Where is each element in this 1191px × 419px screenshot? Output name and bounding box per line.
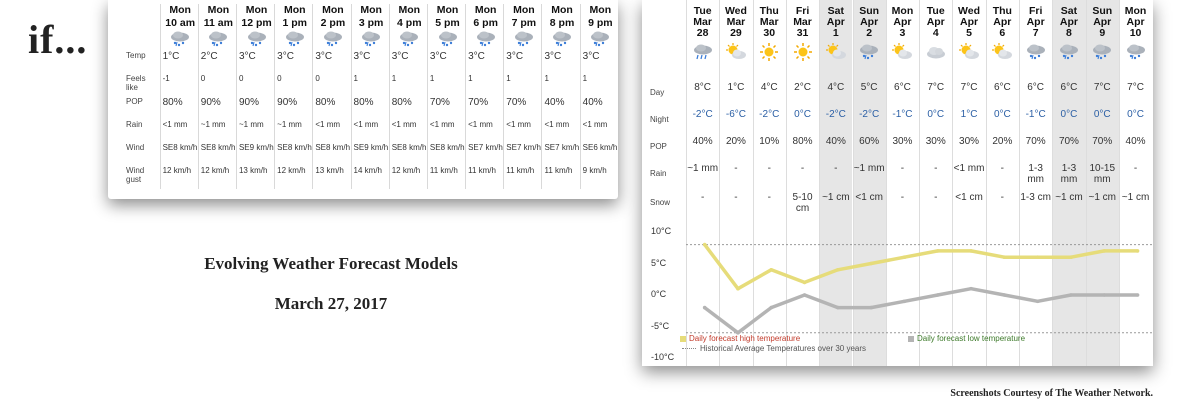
day-header-dow: Tue	[693, 5, 712, 17]
forecast-pop-value: 80%	[792, 136, 813, 147]
hourly-temp-cell: 1°C	[160, 51, 198, 74]
hourly-pop-cell: 70%	[427, 97, 465, 120]
forecast-snow-value: -	[1000, 192, 1004, 203]
legend-historical	[682, 344, 866, 353]
forecast-snow-value: 5-10 cm	[792, 192, 813, 214]
hourly-time-header	[580, 4, 618, 30]
day-header-dow: Wed	[724, 5, 747, 17]
high-temperature-point	[836, 268, 840, 272]
forecast-snow-value: <1 cm	[955, 192, 983, 203]
day-header-date: 6	[999, 27, 1006, 39]
hourly-feels-cell: 1	[351, 74, 389, 97]
row-label-day: Day	[650, 88, 665, 97]
row-label-temp: Temp	[126, 51, 146, 60]
high-temperature-point	[769, 268, 773, 272]
hour-day: Mon	[474, 4, 497, 16]
hour-day: Mon	[398, 4, 421, 16]
day-header-dow: Sun	[1092, 5, 1113, 17]
forecast-night-value: 0°C	[794, 109, 811, 120]
low-temperature-point	[936, 293, 940, 297]
forecast-day-value: 6°C	[1060, 82, 1078, 93]
hourly-time-header	[236, 4, 274, 30]
hour-day: Mon	[436, 4, 459, 16]
hourly-wind-cell: SE8 km/h	[427, 143, 465, 166]
day-header-date: 30	[763, 27, 776, 39]
slide-heading: if...	[28, 17, 88, 62]
forecast-pop-value: 30%	[892, 136, 913, 147]
snow-cloud-icon	[389, 30, 427, 51]
hour-time: 1 pm	[282, 17, 307, 29]
forecast-rain-value: -	[834, 163, 838, 174]
forecast-rain-value: -	[767, 163, 771, 174]
low-temperature-point	[1036, 300, 1040, 304]
forecast-snow-value: ~1 cm	[822, 192, 850, 203]
hourly-feels-cell: 1	[580, 74, 618, 97]
high-temperature-point	[803, 281, 807, 285]
forecast-day-value: 8°C	[694, 82, 712, 93]
hour-day: Mon	[360, 4, 382, 16]
hourly-pop-cell: 90%	[236, 97, 274, 120]
snow-cloud-icon	[504, 30, 542, 51]
low-temperature-point	[1003, 293, 1007, 297]
day-header-date: 9	[1099, 27, 1106, 39]
forecast-pop-value: 70%	[1025, 136, 1046, 147]
row-label-night: Night	[650, 115, 669, 124]
day-header-date: 29	[730, 27, 742, 39]
day-header-date: 8	[1066, 27, 1072, 39]
snow-cloud-icon	[236, 30, 274, 51]
forecast-rain-value: 10-15 mm	[1089, 163, 1116, 185]
legend-historical-text: Historical Average Temperatures over 30 years	[700, 344, 867, 353]
row-label-rain: Rain	[650, 169, 667, 178]
forecast-day-value: 6°C	[894, 82, 911, 93]
hourly-wind-cell: SE9 km/h	[236, 143, 274, 166]
day-header-dow: Sat	[1060, 5, 1078, 17]
forecast-rain-value: -	[800, 163, 805, 174]
snow-cloud-icon	[275, 30, 313, 51]
forecast-pop-value: 10%	[759, 136, 780, 147]
legend-high-text: Daily forecast high temperature	[689, 334, 801, 343]
hourly-feels-cell: 0	[275, 74, 313, 97]
caption-date: March 27, 2017	[274, 294, 388, 313]
hour-time: 6 pm	[473, 17, 498, 29]
hourly-pop-cell: 40%	[580, 97, 618, 120]
hourly-rain-cell: <1 mm	[466, 120, 504, 143]
snow-cloud-icon	[466, 30, 504, 51]
hourly-wind-cell: SE8 km/h	[389, 143, 427, 166]
day-header-dow: Mon	[1124, 5, 1147, 17]
caption-title: Evolving Weather Forecast Models	[204, 254, 458, 273]
forecast-snow-value: -	[934, 192, 938, 203]
hour-day: Mon	[245, 4, 268, 16]
forecast-day-value: 6°C	[1027, 82, 1045, 93]
hourly-rain-cell: <1 mm	[389, 120, 427, 143]
high-temperature-point	[936, 249, 940, 253]
day-header-mon: Apr	[1093, 16, 1112, 28]
forecast-night-value: 0°C	[993, 109, 1011, 120]
hour-time: 10 am	[165, 17, 196, 29]
forecast-day-value: 7°C	[1093, 82, 1111, 93]
low-temperature-point	[769, 306, 773, 310]
legend-high-swatch	[680, 336, 686, 342]
hourly-table	[114, 4, 618, 189]
day-header-dow: Thu	[992, 5, 1012, 17]
forecast-day-value: 1°C	[727, 82, 745, 93]
hourly-temp-cell: 2°C	[198, 51, 236, 74]
hourly-gust-cell: 13 km/h	[236, 166, 274, 189]
day-header-mon: Apr	[993, 16, 1012, 28]
hourly-pop-cell: 80%	[351, 97, 389, 120]
hourly-time-header	[275, 4, 313, 30]
hourly-time-header	[389, 4, 427, 30]
day-header-mon: Apr	[893, 16, 912, 28]
hourly-feels-cell: -1	[160, 74, 198, 97]
hourly-feels-cell: 1	[389, 74, 427, 97]
forecast-snow-value: 1-3 cm	[1020, 192, 1051, 203]
day-header-mon: Mar	[693, 16, 712, 28]
snow-cloud-icon	[160, 30, 198, 51]
day-header-date: 2	[866, 27, 873, 39]
forecast-night-value: 0°C	[1127, 109, 1144, 120]
forecast-rain-value: 1-3 mm	[1027, 163, 1044, 185]
high-temperature-point	[703, 243, 707, 247]
hourly-temp-cell: 3°C	[580, 51, 618, 74]
low-temperature-point	[869, 306, 873, 310]
day-header-dow: Fri	[1028, 5, 1043, 17]
hourly-pop-cell: 80%	[389, 97, 427, 120]
forecast-rain-value: -	[734, 163, 738, 174]
forecast-night-value: -1°C	[1025, 109, 1046, 120]
day-header-dow: Sun	[859, 5, 880, 17]
forecast-snow-value: <1 cm	[855, 192, 883, 203]
forecast-rain-value: -	[1000, 163, 1004, 174]
hourly-wind-cell: SE8 km/h	[275, 143, 313, 166]
forecast-night-value: -2°C	[859, 109, 880, 120]
day-header-date: 28	[696, 27, 709, 39]
high-temperature-point	[903, 255, 907, 259]
day-header-mon: Mar	[726, 16, 746, 28]
hourly-time-header	[427, 4, 465, 30]
hourly-wind-cell: SE7 km/h	[466, 143, 504, 166]
row-label-feels: Feels like	[126, 74, 146, 92]
hour-day: Mon	[169, 4, 191, 16]
day-header-mon: Apr	[926, 16, 945, 28]
row-label-pop: POP	[650, 142, 667, 151]
forecast-rain-value: <1 mm	[953, 163, 985, 174]
forecast-night-value: 1°C	[960, 109, 978, 120]
hourly-feels-cell: 0	[236, 74, 274, 97]
hourly-rain-cell: <1 mm	[160, 120, 198, 143]
row-label-pop: POP	[126, 97, 143, 106]
hourly-feels-cell: 1	[504, 74, 542, 97]
forecast-snow-value: ~1 cm	[1121, 192, 1150, 203]
hourly-time-header	[466, 4, 504, 30]
hourly-feels-cell: 0	[198, 74, 236, 97]
hourly-gust-cell: 11 km/h	[466, 166, 504, 189]
day-header-date: 1	[832, 27, 839, 39]
row-label-snow: Snow	[650, 198, 671, 207]
legend-low-text: Daily forecast low temperature	[917, 334, 1026, 343]
forecast-rain-value: -	[1133, 163, 1138, 174]
temperature-chart	[642, 0, 1153, 366]
hourly-wind-cell: SE8 km/h	[313, 143, 351, 166]
hourly-feels-cell: 1	[427, 74, 465, 97]
day-header-mon: Mar	[793, 16, 812, 28]
forecast-snow-value: -	[767, 192, 771, 203]
low-temperature-point	[703, 306, 707, 310]
hour-day: Mon	[283, 4, 306, 16]
day-header-mon: Apr	[860, 16, 879, 28]
snow-cloud-icon	[542, 30, 580, 51]
day-header-dow: Wed	[958, 5, 981, 17]
day-header-mon: Apr	[826, 16, 845, 28]
hourly-rain-cell: <1 mm	[580, 120, 618, 143]
forecast-snow-value: ~1 cm	[1088, 192, 1116, 203]
hourly-temp-cell: 3°C	[389, 51, 427, 74]
y-tick-label: 10°C	[651, 226, 672, 236]
hourly-gust-cell: 12 km/h	[275, 166, 313, 189]
forecast-night-value: -6°C	[725, 109, 746, 120]
hourly-rain-cell: ~1 mm	[198, 120, 236, 143]
low-temperature-point	[969, 287, 973, 291]
forecast-pop-value: 40%	[1125, 136, 1146, 147]
forecast-pop-value: 60%	[859, 136, 880, 147]
hourly-gust-cell: 12 km/h	[160, 166, 198, 189]
forecast-night-value: 0°C	[927, 109, 945, 120]
hourly-pop-cell: 70%	[504, 97, 542, 120]
screenshot-credit: Screenshots Courtesy of The Weather Network.	[950, 388, 1153, 399]
day-header-mon: Apr	[959, 16, 979, 28]
day-header-date: 5	[966, 27, 972, 39]
hourly-pop-cell: 40%	[542, 97, 580, 120]
hourly-wind-cell: SE7 km/h	[504, 143, 542, 166]
hour-day: Mon	[322, 4, 344, 16]
hourly-pop-cell: 70%	[466, 97, 504, 120]
hourly-gust-cell: 11 km/h	[542, 166, 580, 189]
hourly-temp-cell: 3°C	[313, 51, 351, 74]
hourly-pop-cell: 90%	[275, 97, 313, 120]
day-header-mon: Apr	[1059, 16, 1078, 28]
forecast-night-value: 0°C	[1093, 109, 1111, 120]
hourly-pop-cell: 80%	[313, 97, 351, 120]
forecast-day-value: 6°C	[993, 82, 1011, 93]
hourly-gust-cell: 12 km/h	[198, 166, 236, 189]
hour-time: 11 am	[203, 17, 233, 29]
hourly-gust-cell: 14 km/h	[351, 166, 389, 189]
forecast-night-value: -2°C	[759, 109, 780, 120]
y-tick-label: 0°C	[651, 289, 667, 299]
forecast-night-value: -2°C	[825, 109, 846, 120]
hourly-time-header	[160, 4, 198, 30]
legend-low	[908, 334, 1025, 343]
forecast-pop-value: 30%	[959, 136, 980, 147]
hourly-gust-cell: 9 km/h	[580, 166, 618, 189]
high-temperature-point	[1069, 255, 1073, 259]
forecast-snow-value: -	[900, 192, 905, 203]
legend-historical-swatch	[682, 348, 696, 349]
forecast-snow-value: -	[700, 192, 705, 203]
hourly-icon-row-label	[114, 30, 160, 51]
row-label-rain: Rain	[126, 120, 143, 129]
forecast-day-value: 5°C	[860, 82, 878, 93]
snow-cloud-icon	[427, 30, 465, 51]
hourly-temp-cell: 3°C	[504, 51, 542, 74]
hourly-rain-cell: <1 mm	[313, 120, 351, 143]
hourly-temp-cell: 3°C	[351, 51, 389, 74]
forecast-rain-value: -	[900, 163, 905, 174]
hourly-time-header	[351, 4, 389, 30]
hourly-rain-cell: <1 mm	[504, 120, 542, 143]
hourly-rain-cell: <1 mm	[351, 120, 389, 143]
hourly-wind-cell: SE8 km/h	[160, 143, 198, 166]
high-temperature-point	[736, 287, 740, 291]
forecast-day-value: 2°C	[794, 82, 811, 93]
hour-time: 5 pm	[435, 17, 460, 29]
hourly-time-header	[198, 4, 236, 30]
hour-time: 4 pm	[397, 17, 422, 29]
forecast-pop-value: 20%	[992, 136, 1013, 147]
hourly-gust-cell: 12 km/h	[389, 166, 427, 189]
hourly-feels-cell: 1	[466, 74, 504, 97]
forecast-night-value: -1°C	[892, 109, 913, 120]
hourly-wind-cell: SE7 km/h	[542, 143, 580, 166]
low-temperature-point	[1136, 293, 1140, 297]
hourly-wind-cell: SE8 km/h	[198, 143, 236, 166]
forecast-rain-value: -	[934, 163, 938, 174]
forecast-pop-value: 70%	[1092, 136, 1113, 147]
forecast-snow-value: -	[734, 192, 738, 203]
forecast-night-value: 0°C	[1060, 109, 1078, 120]
low-temperature-point	[1069, 293, 1073, 297]
hourly-time-header	[313, 4, 351, 30]
hourly-wind-cell: SE6 km/h	[580, 143, 618, 166]
hourly-pop-cell: 80%	[160, 97, 198, 120]
hourly-time-header	[542, 4, 580, 30]
hourly-rain-cell: <1 mm	[427, 120, 465, 143]
low-temperature-point	[803, 293, 807, 297]
snow-cloud-icon	[580, 30, 618, 51]
day-header-dow: Thu	[759, 5, 779, 17]
hourly-feels-cell: 1	[542, 74, 580, 97]
day-header-mon: Apr	[1026, 16, 1045, 28]
day-header-dow: Tue	[926, 5, 945, 17]
forecast-day-value: 4°C	[760, 82, 778, 93]
hourly-rain-cell: ~1 mm	[275, 120, 313, 143]
forecast-snow-value: ~1 cm	[1055, 192, 1083, 203]
hourly-rain-cell: ~1 mm	[236, 120, 274, 143]
day-header-date: 4	[932, 27, 939, 39]
snow-cloud-icon	[198, 30, 236, 51]
forecast-day-value: 4°C	[827, 82, 845, 93]
hourly-time-header	[504, 4, 542, 30]
high-temperature-point	[1036, 255, 1040, 259]
low-temperature-point	[903, 300, 907, 304]
snow-cloud-icon	[313, 30, 351, 51]
hourly-gust-cell: 11 km/h	[427, 166, 465, 189]
day-header-date: 31	[796, 27, 809, 39]
forecast-rain-value: ~1 mm	[853, 163, 885, 174]
hourly-rain-cell: <1 mm	[542, 120, 580, 143]
day-header-date: 7	[1032, 27, 1039, 39]
hourly-temp-cell: 3°C	[466, 51, 504, 74]
hour-day: Mon	[207, 4, 230, 16]
day-header-mon: Mar	[759, 16, 779, 28]
legend-low-swatch	[908, 336, 914, 342]
high-temperature-point	[969, 249, 973, 253]
hour-time: 3 pm	[358, 17, 384, 29]
row-label-gust: Wind gust	[126, 166, 145, 184]
high-temperature-point	[1136, 249, 1140, 253]
hour-day: Mon	[513, 4, 535, 16]
hour-time: 7 pm	[511, 17, 537, 29]
legend-high	[680, 334, 800, 343]
forecast-rain-value: ~1 mm	[687, 163, 719, 174]
forecast-pop-value: 40%	[692, 136, 713, 147]
hour-time: 9 pm	[588, 17, 613, 29]
snow-cloud-icon	[351, 30, 389, 51]
hourly-forecast-panel	[108, 0, 618, 199]
hourly-temp-cell: 3°C	[236, 51, 274, 74]
forecast-rain-value: 1-3 mm	[1060, 163, 1078, 185]
day-header-date: 3	[899, 27, 906, 39]
forecast-night-value: -2°C	[692, 109, 713, 120]
y-tick-label: -10°C	[651, 352, 675, 362]
forecast-pop-value: 30%	[925, 136, 946, 147]
hour-time: 12 pm	[241, 17, 272, 29]
hour-time: 8 pm	[549, 17, 575, 29]
day-header-dow: Sat	[827, 5, 844, 17]
forecast-pop-value: 20%	[725, 136, 746, 147]
high-temperature-point	[869, 262, 873, 266]
y-tick-label: -5°C	[651, 320, 670, 331]
hourly-temp-cell: 3°C	[275, 51, 313, 74]
day-header-dow: Fri	[795, 5, 810, 17]
day-header-mon: Apr	[1126, 16, 1145, 28]
hourly-pop-cell: 90%	[198, 97, 236, 120]
hour-time: 2 pm	[320, 17, 346, 29]
forecast-day-value: 7°C	[927, 82, 945, 93]
high-temperature-line	[705, 245, 1138, 289]
day-header-dow: Mon	[891, 5, 914, 17]
row-label-wind: Wind	[126, 143, 145, 152]
forecast-pop-value: 40%	[825, 136, 846, 147]
high-temperature-point	[1003, 255, 1007, 259]
y-tick-label: 5°C	[651, 257, 667, 268]
day-header-date: 10	[1129, 27, 1142, 39]
long-term-forecast-panel	[642, 0, 1153, 366]
hourly-corner	[114, 4, 160, 30]
hourly-wind-cell: SE9 km/h	[351, 143, 389, 166]
hourly-gust-cell: 11 km/h	[504, 166, 542, 189]
hour-day: Mon	[589, 4, 612, 16]
hourly-feels-cell: 0	[313, 74, 351, 97]
low-temperature-point	[1102, 293, 1106, 297]
low-temperature-point	[836, 306, 840, 310]
forecast-day-value: 7°C	[960, 82, 978, 93]
hourly-gust-cell: 13 km/h	[313, 166, 351, 189]
hourly-temp-cell: 3°C	[427, 51, 465, 74]
hourly-temp-cell: 3°C	[542, 51, 580, 74]
hour-day: Mon	[551, 4, 573, 16]
forecast-pop-value: 70%	[1058, 136, 1079, 147]
forecast-day-value: 7°C	[1127, 82, 1144, 93]
high-temperature-point	[1102, 249, 1106, 253]
